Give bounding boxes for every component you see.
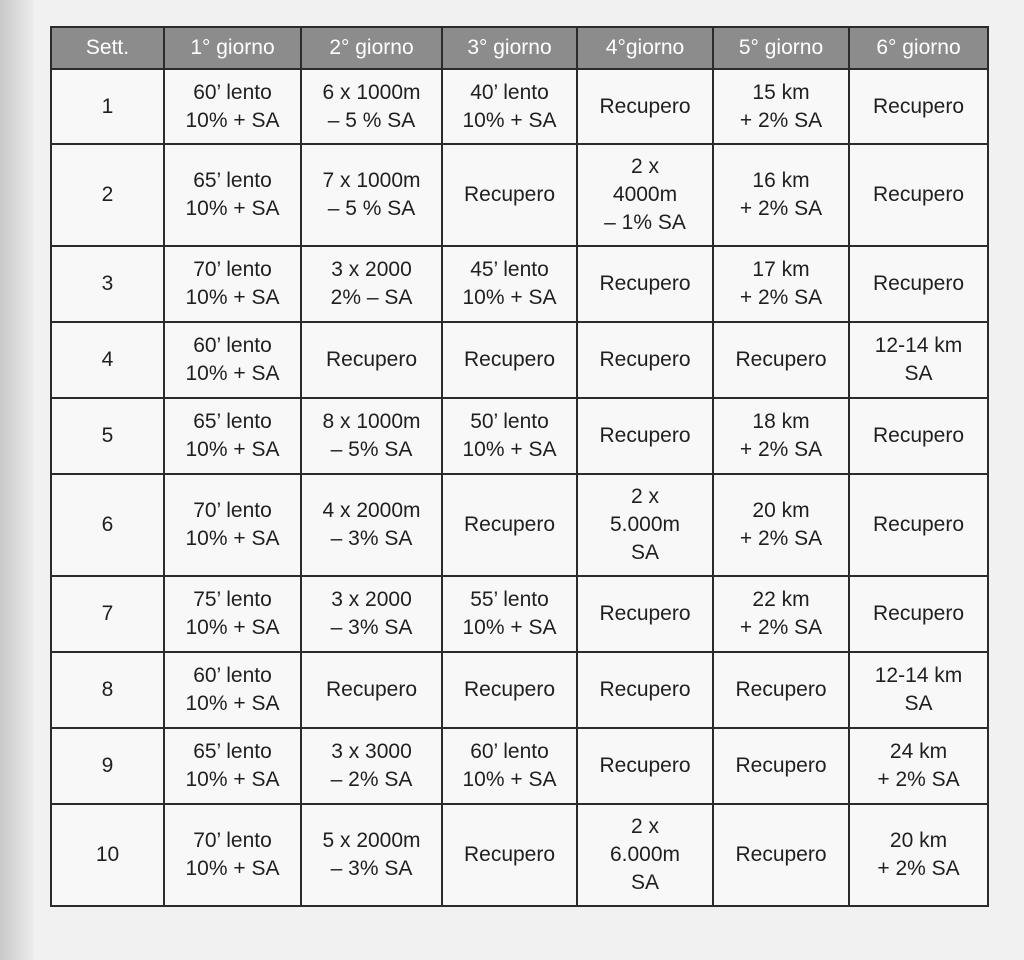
week-number-cell: 6 — [51, 474, 164, 576]
cell-text-line: + 2% SA — [739, 438, 823, 461]
day-5-cell — [713, 144, 849, 246]
day-3-cell — [442, 69, 577, 144]
day-2-cell — [301, 69, 442, 144]
header-day-1: 1° giorno — [164, 27, 301, 69]
cell-text-line: – 2% SA — [330, 768, 413, 791]
cell-text-line: 12-14 km — [874, 664, 963, 687]
day-3-cell — [442, 804, 577, 906]
day-1-cell — [164, 246, 301, 322]
page-edge-shadow — [0, 0, 34, 960]
cell-text-line: Recupero — [463, 843, 556, 866]
day-5-cell — [713, 652, 849, 728]
cell-text-line: 70’ lento — [193, 499, 272, 522]
day-5-cell — [713, 322, 849, 398]
day-2-cell — [301, 728, 442, 804]
day-5-cell — [713, 246, 849, 322]
cell-text-line: 60’ lento — [193, 664, 272, 687]
cell-text-line: + 2% SA — [877, 857, 960, 880]
table-row — [51, 322, 988, 398]
cell-text-line: Recupero — [872, 513, 965, 536]
table-body — [51, 69, 988, 906]
cell-text-line: 60’ lento — [470, 740, 549, 763]
day-6-cell — [849, 576, 988, 652]
week-number-cell: 5 — [51, 398, 164, 474]
day-6-cell — [849, 474, 988, 576]
day-4-cell — [577, 69, 713, 144]
training-schedule-table — [50, 26, 989, 907]
day-1-cell — [164, 728, 301, 804]
cell-text-line: 2% – SA — [330, 286, 413, 309]
cell-text-line: 10% + SA — [185, 197, 280, 220]
cell-text-line: 3 x 2000 — [331, 588, 412, 611]
cell-text-line: 55’ lento — [470, 588, 549, 611]
cell-text-line: 4 x 2000m — [322, 499, 421, 522]
day-2-cell — [301, 474, 442, 576]
cell-text-line: 22 km — [752, 588, 810, 611]
day-6-cell — [849, 728, 988, 804]
header-day-2: 2° giorno — [301, 27, 442, 69]
table-row — [51, 728, 988, 804]
table-row — [51, 144, 988, 246]
table-row — [51, 576, 988, 652]
table-row — [51, 69, 988, 144]
cell-text-line: 70’ lento — [193, 829, 272, 852]
cell-text-line: 10% + SA — [462, 286, 557, 309]
cell-text-line: 60’ lento — [193, 80, 272, 104]
cell-text-line: 4000m — [612, 183, 678, 206]
day-4-cell — [577, 652, 713, 728]
cell-text-line: Recupero — [735, 348, 827, 371]
cell-text-line: Recupero — [599, 424, 691, 447]
cell-text-line: Recupero — [872, 424, 965, 447]
cell-text-line: 65’ lento — [193, 740, 272, 763]
day-6-cell — [849, 652, 988, 728]
cell-text-line: 10% + SA — [462, 616, 557, 639]
table-row — [51, 652, 988, 728]
cell-text-line: Recupero — [599, 94, 691, 118]
day-3-cell — [442, 652, 577, 728]
cell-text-line: 17 km — [752, 258, 810, 281]
day-6-cell — [849, 69, 988, 144]
cell-text-line: 24 km — [889, 740, 948, 763]
cell-text-line: Recupero — [463, 513, 556, 536]
day-4-cell — [577, 144, 713, 246]
header-week: Sett. — [51, 27, 164, 69]
day-6-cell — [849, 246, 988, 322]
cell-text-line: 20 km — [752, 499, 810, 522]
week-number-cell: 3 — [51, 246, 164, 322]
cell-text-line: 10% + SA — [185, 286, 280, 309]
day-3-cell — [442, 322, 577, 398]
cell-text-line: – 5% SA — [330, 438, 413, 461]
cell-text-line: 6 x 1000m — [322, 80, 421, 104]
day-2-cell — [301, 398, 442, 474]
week-number-cell: 9 — [51, 728, 164, 804]
day-3-cell — [442, 576, 577, 652]
day-3-cell — [442, 144, 577, 246]
cell-text-line: 65’ lento — [193, 169, 272, 192]
cell-text-line: 10% + SA — [185, 362, 280, 385]
day-1-cell — [164, 804, 301, 906]
day-4-cell — [577, 322, 713, 398]
cell-text-line: 7 x 1000m — [322, 169, 421, 192]
cell-text-line: 10% + SA — [185, 616, 280, 639]
cell-text-line: 10% + SA — [462, 108, 557, 132]
cell-text-line: SA — [630, 871, 659, 894]
day-5-cell — [713, 804, 849, 906]
cell-text-line: 3 x 2000 — [331, 258, 412, 281]
cell-text-line: 15 km — [752, 80, 810, 104]
day-2-cell — [301, 246, 442, 322]
day-3-cell — [442, 398, 577, 474]
day-4-cell — [577, 728, 713, 804]
cell-text-line: Recupero — [872, 183, 965, 206]
cell-text-line: 10% + SA — [185, 857, 280, 880]
day-5-cell — [713, 474, 849, 576]
cell-text-line: Recupero — [599, 754, 691, 777]
day-6-cell — [849, 398, 988, 474]
header-row — [51, 27, 988, 69]
week-number-cell: 2 — [51, 144, 164, 246]
week-number-cell: 8 — [51, 652, 164, 728]
day-2-cell — [301, 576, 442, 652]
cell-text-line: 10% + SA — [185, 692, 280, 715]
day-5-cell — [713, 728, 849, 804]
cell-text-line: + 2% SA — [739, 616, 823, 639]
cell-text-line: Recupero — [872, 602, 965, 625]
cell-text-line: Recupero — [872, 94, 965, 118]
cell-text-line: Recupero — [599, 602, 691, 625]
cell-text-line: 2 x — [630, 485, 659, 508]
cell-text-line: – 5 % SA — [327, 108, 416, 132]
cell-text-line: + 2% SA — [739, 286, 823, 309]
cell-text-line: Recupero — [872, 272, 965, 295]
week-number-cell: 1 — [51, 69, 164, 144]
cell-text-line: SA — [904, 692, 933, 715]
day-2-cell — [301, 322, 442, 398]
day-3-cell — [442, 246, 577, 322]
cell-text-line: SA — [904, 362, 933, 385]
cell-text-line: + 2% SA — [739, 197, 823, 220]
day-2-cell — [301, 144, 442, 246]
cell-text-line: + 2% SA — [739, 527, 823, 550]
day-5-cell — [713, 69, 849, 144]
cell-text-line: Recupero — [599, 348, 691, 371]
cell-text-line: Recupero — [325, 678, 418, 701]
day-3-cell — [442, 728, 577, 804]
day-1-cell — [164, 398, 301, 474]
cell-text-line: Recupero — [463, 183, 556, 206]
day-2-cell — [301, 652, 442, 728]
cell-text-line: Recupero — [325, 348, 418, 371]
cell-text-line: 16 km — [752, 169, 810, 192]
day-4-cell — [577, 398, 713, 474]
header-day-6: 6° giorno — [849, 27, 988, 69]
day-1-cell — [164, 322, 301, 398]
cell-text-line: – 3% SA — [330, 527, 413, 550]
table-row — [51, 474, 988, 576]
table-header — [51, 27, 988, 69]
cell-text-line: 10% + SA — [185, 108, 280, 132]
day-4-cell — [577, 246, 713, 322]
day-1-cell — [164, 652, 301, 728]
week-number-cell: 10 — [51, 804, 164, 906]
cell-text-line: 70’ lento — [193, 258, 272, 281]
cell-text-line: 45’ lento — [470, 258, 549, 281]
cell-text-line: 50’ lento — [470, 410, 549, 433]
header-day-3: 3° giorno — [442, 27, 577, 69]
cell-text-line: 10% + SA — [462, 768, 557, 791]
cell-text-line: 75’ lento — [193, 588, 272, 611]
cell-text-line: 10% + SA — [185, 768, 280, 791]
cell-text-line: + 2% SA — [739, 108, 823, 132]
day-4-cell — [577, 804, 713, 906]
cell-text-line: 40’ lento — [470, 80, 549, 104]
cell-text-line: 8 x 1000m — [322, 410, 421, 433]
day-1-cell — [164, 474, 301, 576]
day-5-cell — [713, 398, 849, 474]
header-day-5: 5° giorno — [713, 27, 849, 69]
cell-text-line: 20 km — [889, 829, 948, 852]
day-5-cell — [713, 576, 849, 652]
cell-text-line: 5.000m — [609, 513, 681, 536]
cell-text-line: 65’ lento — [193, 410, 272, 433]
cell-text-line: 60’ lento — [193, 334, 272, 357]
cell-text-line: Recupero — [463, 678, 556, 701]
cell-text-line: SA — [630, 541, 659, 564]
day-1-cell — [164, 576, 301, 652]
cell-text-line: Recupero — [735, 843, 827, 866]
header-day-4: 4°giorno — [577, 27, 713, 69]
cell-text-line: 5 x 2000m — [322, 829, 421, 852]
cell-text-line: Recupero — [599, 272, 691, 295]
cell-text-line: Recupero — [735, 754, 827, 777]
cell-text-line: 12-14 km — [874, 334, 963, 357]
cell-text-line: 2 x — [630, 815, 659, 838]
week-number-cell: 7 — [51, 576, 164, 652]
cell-text-line: 6.000m — [609, 843, 681, 866]
cell-text-line: – 3% SA — [330, 616, 413, 639]
cell-text-line: – 1% SA — [604, 211, 686, 234]
cell-text-line: Recupero — [599, 678, 691, 701]
cell-text-line: – 5 % SA — [327, 197, 416, 220]
day-2-cell — [301, 804, 442, 906]
cell-text-line: + 2% SA — [877, 768, 960, 791]
cell-text-line: Recupero — [463, 348, 556, 371]
cell-text-line: 10% + SA — [462, 438, 557, 461]
day-4-cell — [577, 576, 713, 652]
day-6-cell — [849, 804, 988, 906]
day-1-cell — [164, 144, 301, 246]
day-1-cell — [164, 69, 301, 144]
day-3-cell — [442, 474, 577, 576]
table-row — [51, 804, 988, 906]
cell-text-line: 10% + SA — [185, 438, 280, 461]
cell-text-line: 18 km — [752, 410, 810, 433]
week-number-cell: 4 — [51, 322, 164, 398]
day-6-cell — [849, 144, 988, 246]
cell-text-line: 3 x 3000 — [331, 740, 412, 763]
table-row — [51, 246, 988, 322]
cell-text-line: – 3% SA — [330, 857, 413, 880]
cell-text-line: 2 x — [630, 155, 659, 178]
day-6-cell — [849, 322, 988, 398]
table-row — [51, 398, 988, 474]
cell-text-line: Recupero — [735, 678, 827, 701]
cell-text-line: 10% + SA — [185, 527, 280, 550]
day-4-cell — [577, 474, 713, 576]
